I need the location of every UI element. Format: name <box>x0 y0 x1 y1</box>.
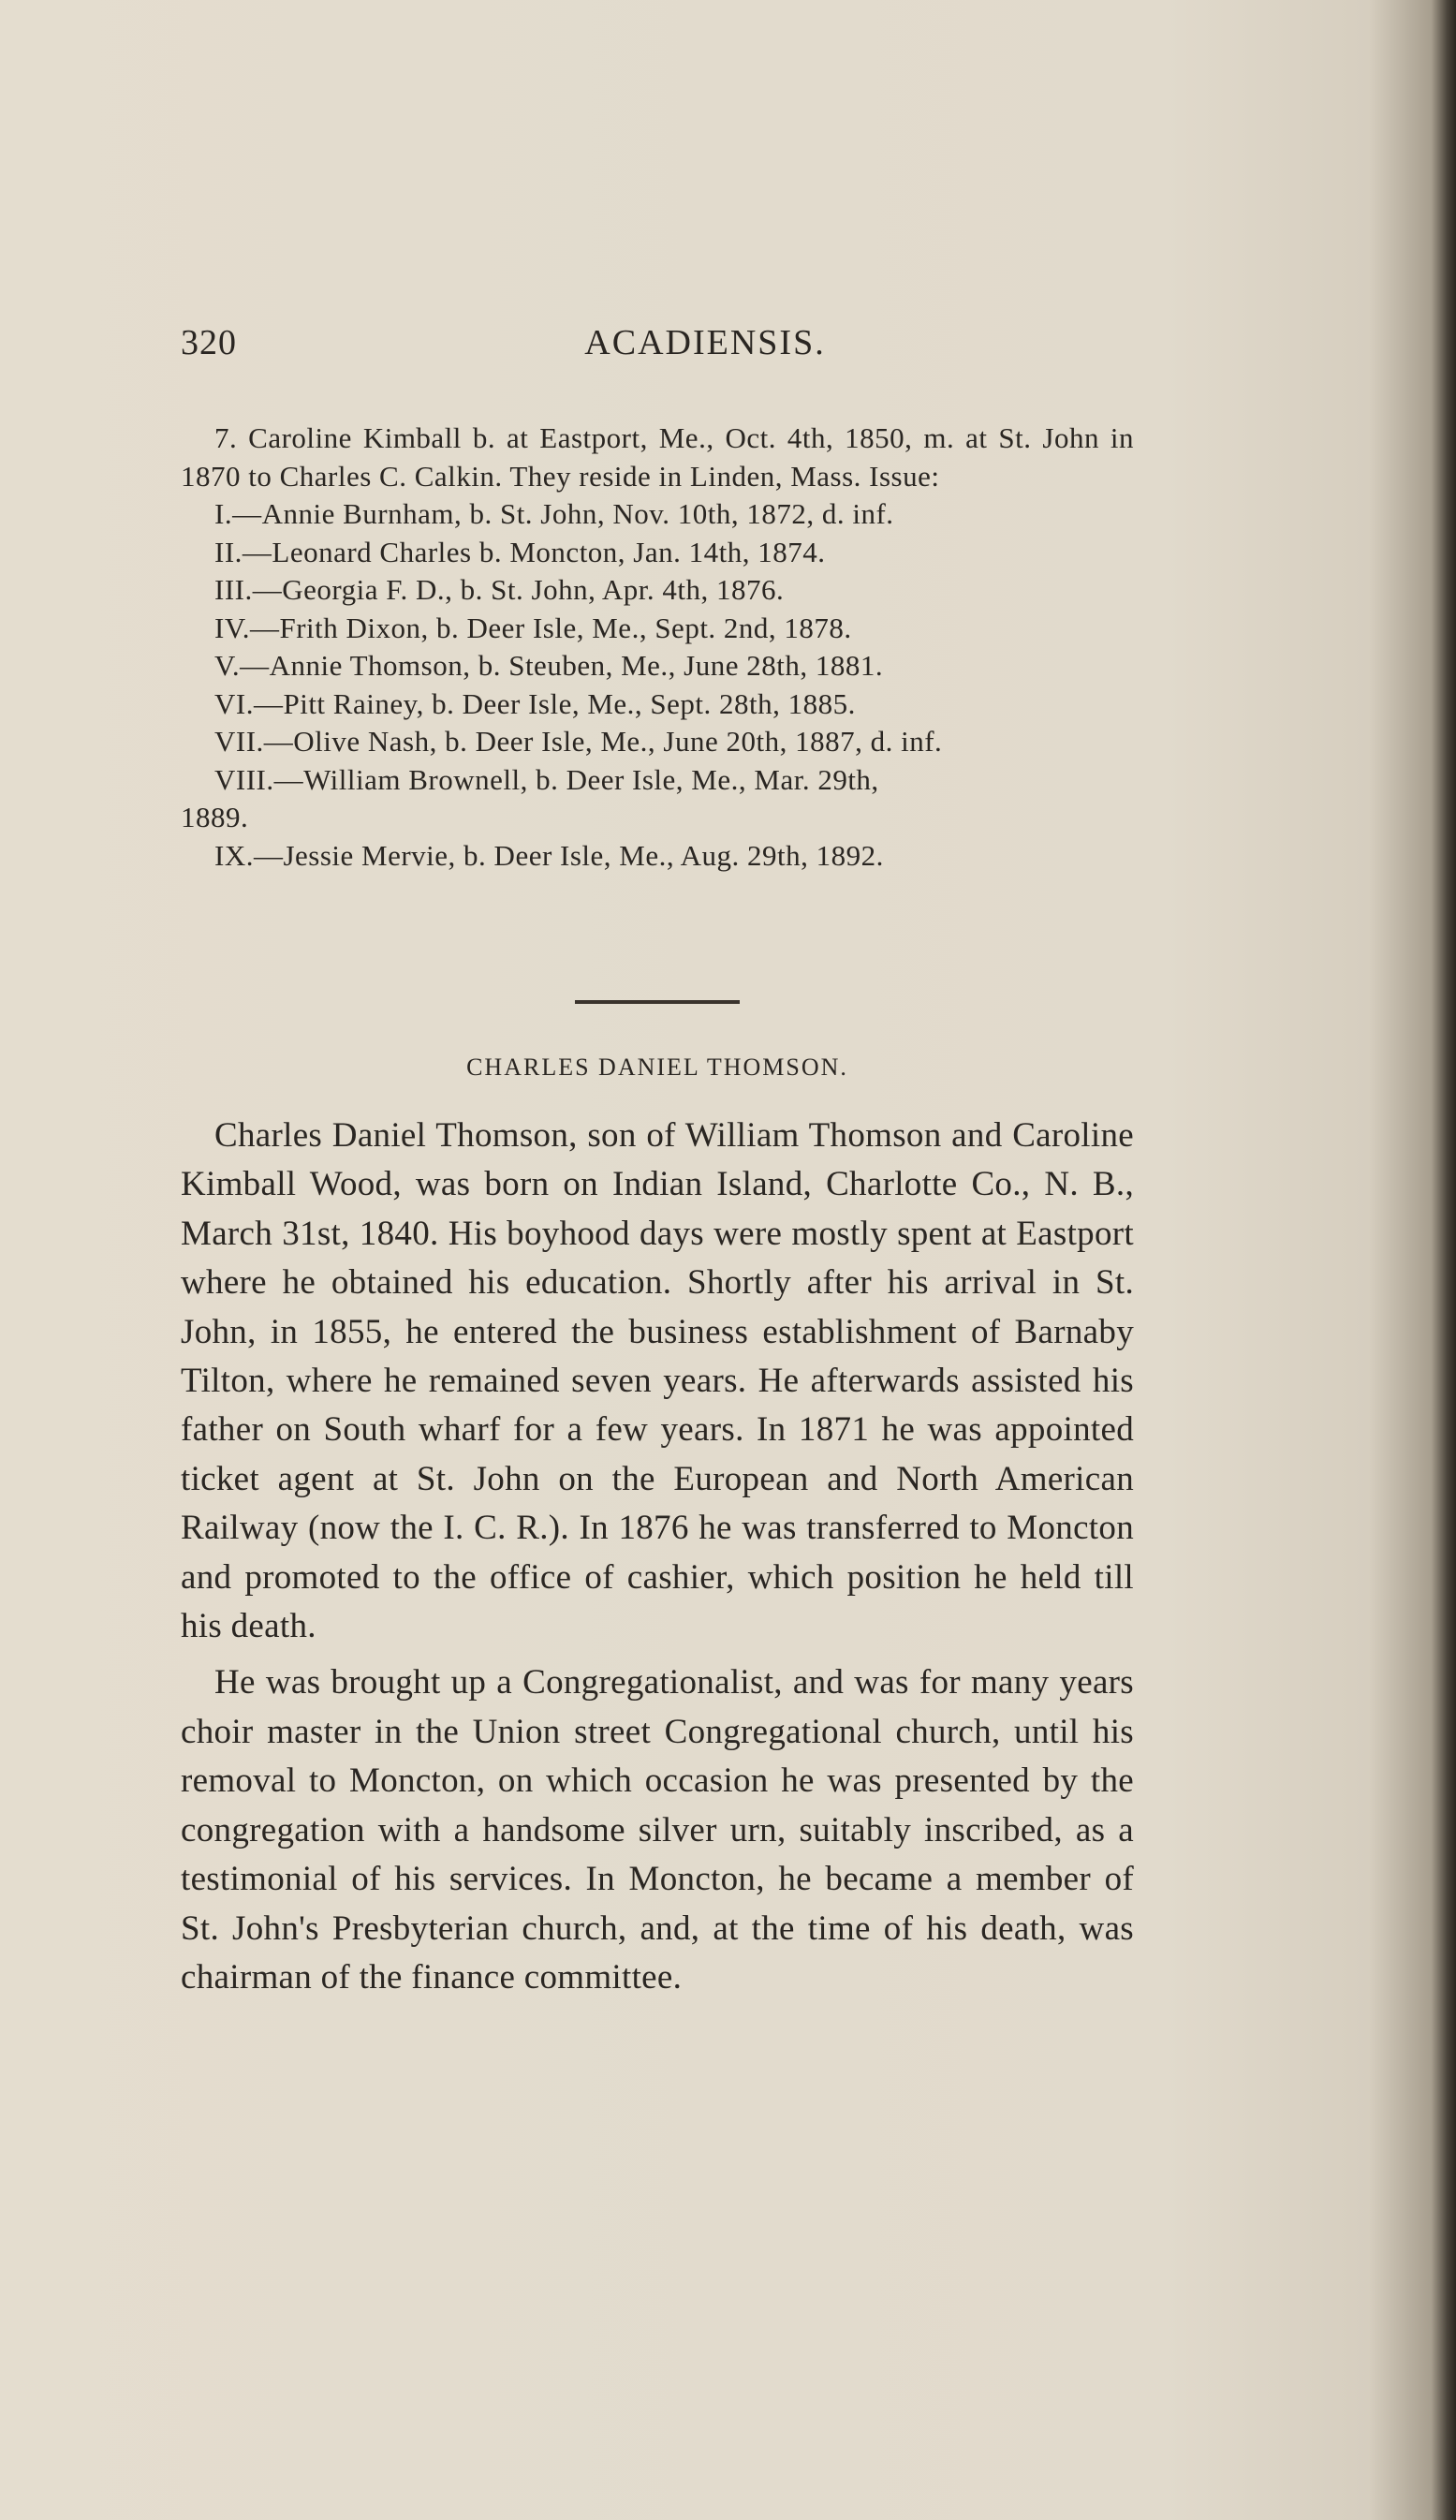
section-heading: CHARLES DANIEL THOMSON. <box>466 1054 848 1081</box>
issue-item-line: VIII.—William Brownell, b. Deer Isle, Me., Mar. 29th, <box>214 762 879 796</box>
genealogy-entry <box>181 420 1134 875</box>
body-paragraph: Charles Daniel Thomson, son of William Thomson and Caroline Kimball Wood, was born on Indian Island, Charlotte Co., N. B., March 31st, 1840. His boyhood days were mostly spent at Eastport where he obtained his education. Shortly after his arrival in St. John, in 1855, he entered the business establishment of Barnaby Tilton, where he remained seven years. He afterwards assisted his father on South wharf for a few years. In 1871 he was appointed ticket agent at St. John on the European and North American Railway (now the I. C. R.). In 1876 he was transferred to Moncton and promoted to the office of cashier, which position he held till his death. <box>181 1116 1134 1646</box>
page-number: 320 <box>181 323 237 362</box>
issue-item: V.—Annie Thomson, b. Steuben, Me., June 28th, 1881. <box>214 649 884 682</box>
entry-intro: 7. Caroline Kimball b. at Eastport, Me., Oct. 4th, 1850, m. at St. John in 1870 to Charles C. Calkin. They reside in Linden, Mass. Issue: <box>181 421 1134 493</box>
issue-item: I.—Annie Burnham, b. St. John, Nov. 10th, 1872, d. inf. <box>214 497 894 530</box>
running-head <box>181 322 1134 375</box>
issue-item-continuation: 1889. <box>181 801 249 833</box>
issue-item: IX.—Jessie Mervie, b. Deer Isle, Me., Aug. 29th, 1892. <box>214 838 884 872</box>
issue-item <box>181 761 1134 837</box>
body-paragraph: He was brought up a Congregationalist, and was for many years choir master in the Union street Congregational church, until his removal to Moncton, on which occasion he was presented by the congregation with a handsome silver urn, suitably inscribed, as a testimonial of his services. In Moncton, he became a member of St. John's Presbyterian church, and, at the time of his death, was chairman of the finance committee. <box>181 1663 1134 1997</box>
issue-item: VII.—Olive Nash, b. Deer Isle, Me., June 20th, 1887, d. inf. <box>214 725 943 758</box>
issue-list <box>181 495 1134 875</box>
issue-item: VI.—Pitt Rainey, b. Deer Isle, Me., Sept. 28th, 1885. <box>214 686 856 720</box>
issue-item: III.—Georgia F. D., b. St. John, Apr. 4th, 1876. <box>214 573 785 606</box>
issue-item: II.—Leonard Charles b. Moncton, Jan. 14th, 1874. <box>214 535 826 568</box>
issue-item: IV.—Frith Dixon, b. Deer Isle, Me., Sept. 2nd, 1878. <box>214 611 852 644</box>
running-title: ACADIENSIS. <box>584 323 826 362</box>
section-divider <box>575 1000 740 1004</box>
section-body <box>181 1112 1134 2002</box>
